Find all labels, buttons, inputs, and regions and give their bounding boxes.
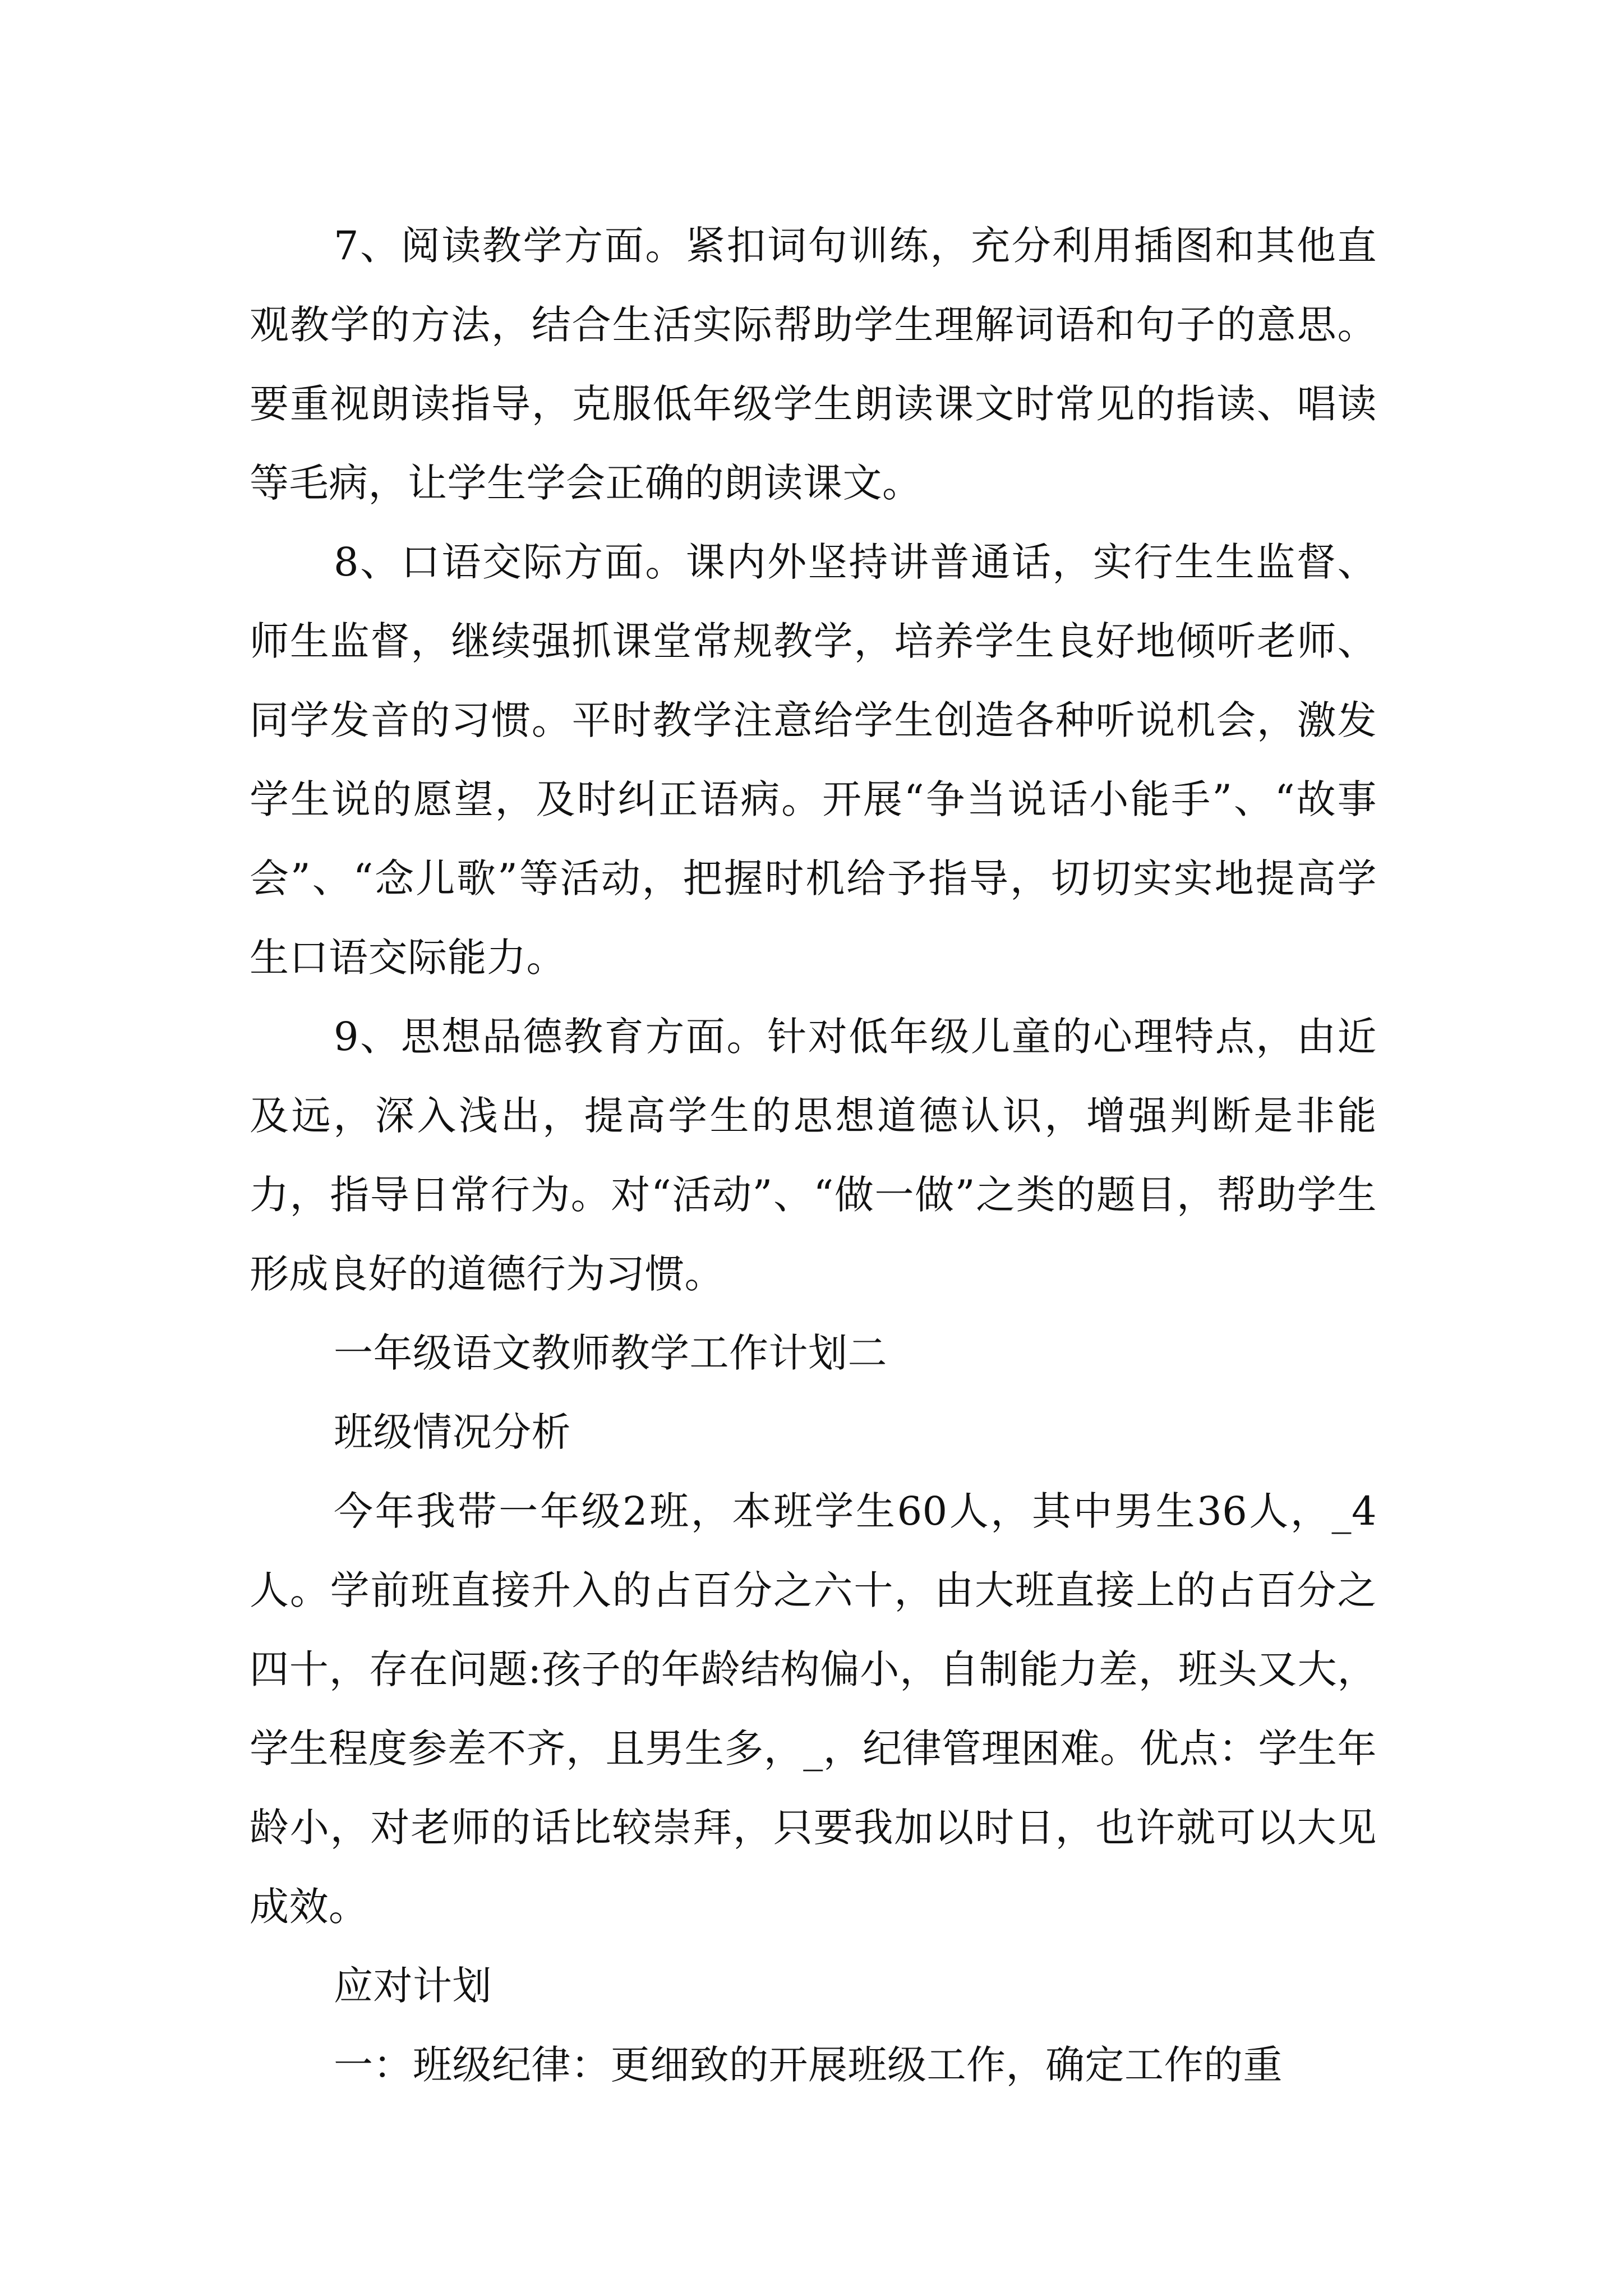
paragraph-moral-education: 9、思想品德教育方面。针对低年级儿童的心理特点，由近及远，深入浅出，提高学生的思想道德认识，增强判断是非能力，指导日常行为。对“活动”、“做一做”之类的题目，帮助学生形成良好的道德行为习惯。 [250, 1014, 1377, 1297]
paragraph-class-analysis: 今年我带一年级2班，本班学生60人，其中男生36人，_4人。学前班直接升入的占百分之六十，由大班直接上的占百分之四十，存在问题:孩子的年龄结构偏小，自制能力差，班头又大，学生程度参差不齐，且男生多，_，纪律管理困难。优点：学生年龄小，对老师的话比较崇拜，只要我加以时日，也许就可以大见成效。 [250, 1488, 1377, 1930]
section-heading-response-plan: 应对计划 [334, 1963, 492, 2009]
paragraph-oral-communication: 8、口语交际方面。课内外坚持讲普通话，实行生生监督、师生监督，继续强抓课堂常规教学，培养学生良好地倾听老师、同学发音的习惯。平时教学注意给学生创造各种听说机会，激发学生说的愿望，及时纠正语病。开展“争当说话小能手”、“故事会”、“念儿歌”等活动，把握时机给予指导，切切实实地提高学生口语交际能力。 [250, 539, 1377, 981]
section-title-plan-two: 一年级语文教师教学工作计划二 [334, 1330, 887, 1376]
section-heading-class-analysis: 班级情况分析 [334, 1409, 571, 1455]
document-body [250, 206, 1377, 2105]
paragraph-reading-teaching: 7、阅读教学方面。紧扣词句训练，充分利用插图和其他直观教学的方法，结合生活实际帮助学生理解词语和句子的意思。要重视朗读指导，克服低年级学生朗读课文时常见的指读、唱读等毛病，让学生学会正确的朗读课文。 [250, 223, 1377, 506]
paragraph-class-discipline: 一：班级纪律：更细致的开展班级工作，确定工作的重 [334, 2042, 1283, 2088]
